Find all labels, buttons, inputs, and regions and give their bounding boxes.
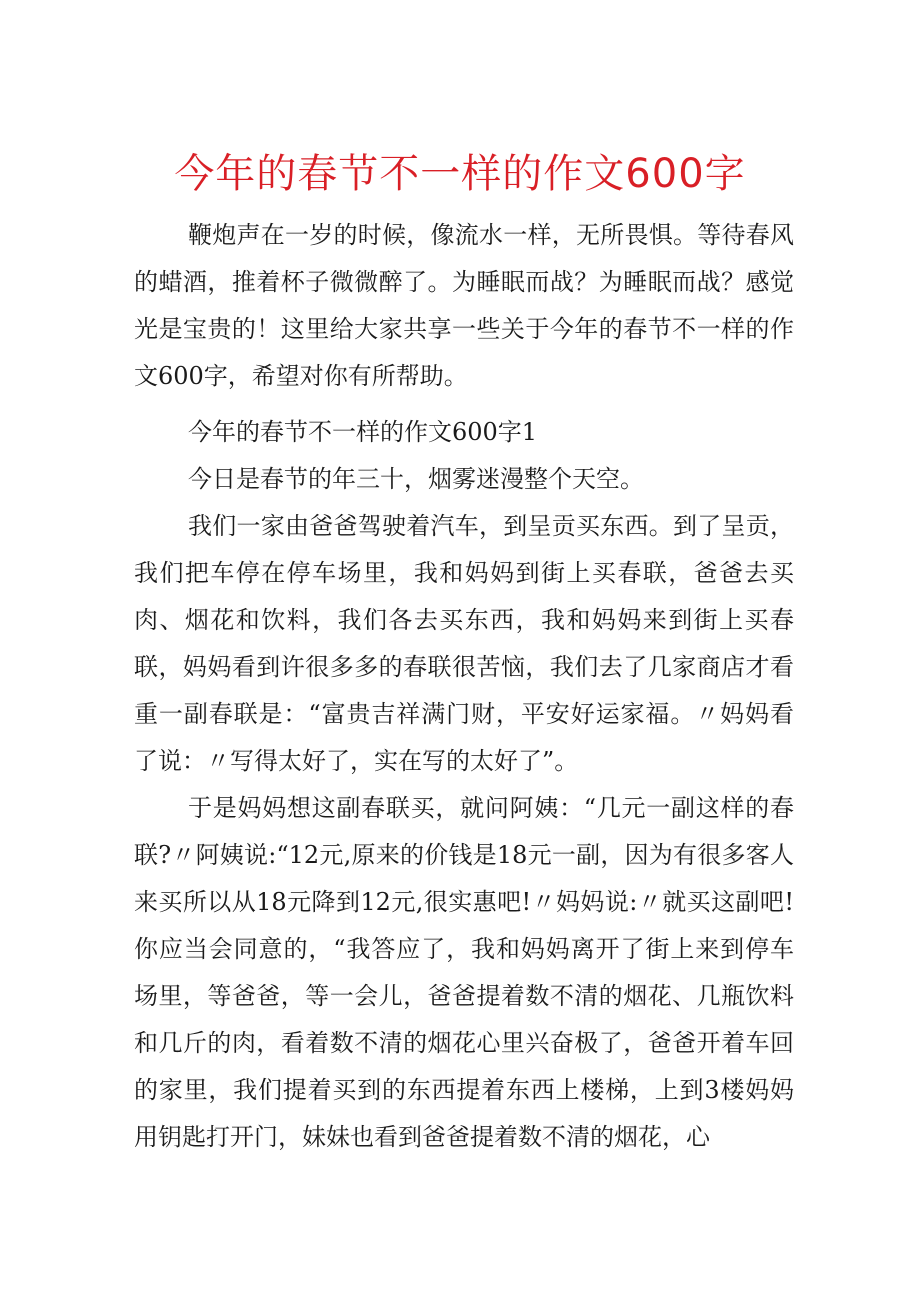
document-body	[134, 212, 794, 1161]
paragraph-3: 于是妈妈想这副春联买，就问阿姨：“几元一副这样的春联?〃阿姨说:“12元,原来的价钱是18元一副，因为有很多客人来买所以从18元降到12元,很实惠吧!〃妈妈说:〃就买这副吧!你应当会同意的，“我答应了，我和妈妈离开了街上来到停车场里，等爸爸，等一会儿，爸爸提着数不清的烟花、几瓶饮料和几斤的肉，看着数不清的烟花心里兴奋极了，爸爸开着车回的家里，我们提着买到的东西提着东西上楼梯，上到3楼妈妈用钥匙打开门，妹妹也看到爸爸提着数不清的烟花，心	[134, 794, 794, 1151]
paragraph-heading: 今年的春节不一样的作文600字1	[188, 418, 538, 446]
paragraph-1: 今日是春节的年三十，烟雾迷漫整个天空。	[188, 465, 644, 493]
document-title: 今年的春节不一样的作文600字	[174, 151, 746, 197]
paragraph-intro: 鞭炮声在一岁的时候，像流水一样，无所畏惧。等待春风的蜡酒，推着杯子微微醉了。为睡眠而战？为睡眠而战？感觉光是宝贵的！这里给大家共享一些关于今年的春节不一样的作文600字，希望对你有所帮助。	[134, 221, 794, 390]
paragraph-2: 我们一家由爸爸驾驶着汽车，到呈贡买东西。到了呈贡，我们把车停在停车场里，我和妈妈到街上买春联，爸爸去买肉、烟花和饮料，我们各去买东西，我和妈妈来到街上买春联，妈妈看到许很多多的春联很苦恼，我们去了几家商店才看重一副春联是：“富贵吉祥满门财，平安好运家福。〃妈妈看了说：〃写得太好了，实在写的太好了”。	[134, 512, 794, 775]
